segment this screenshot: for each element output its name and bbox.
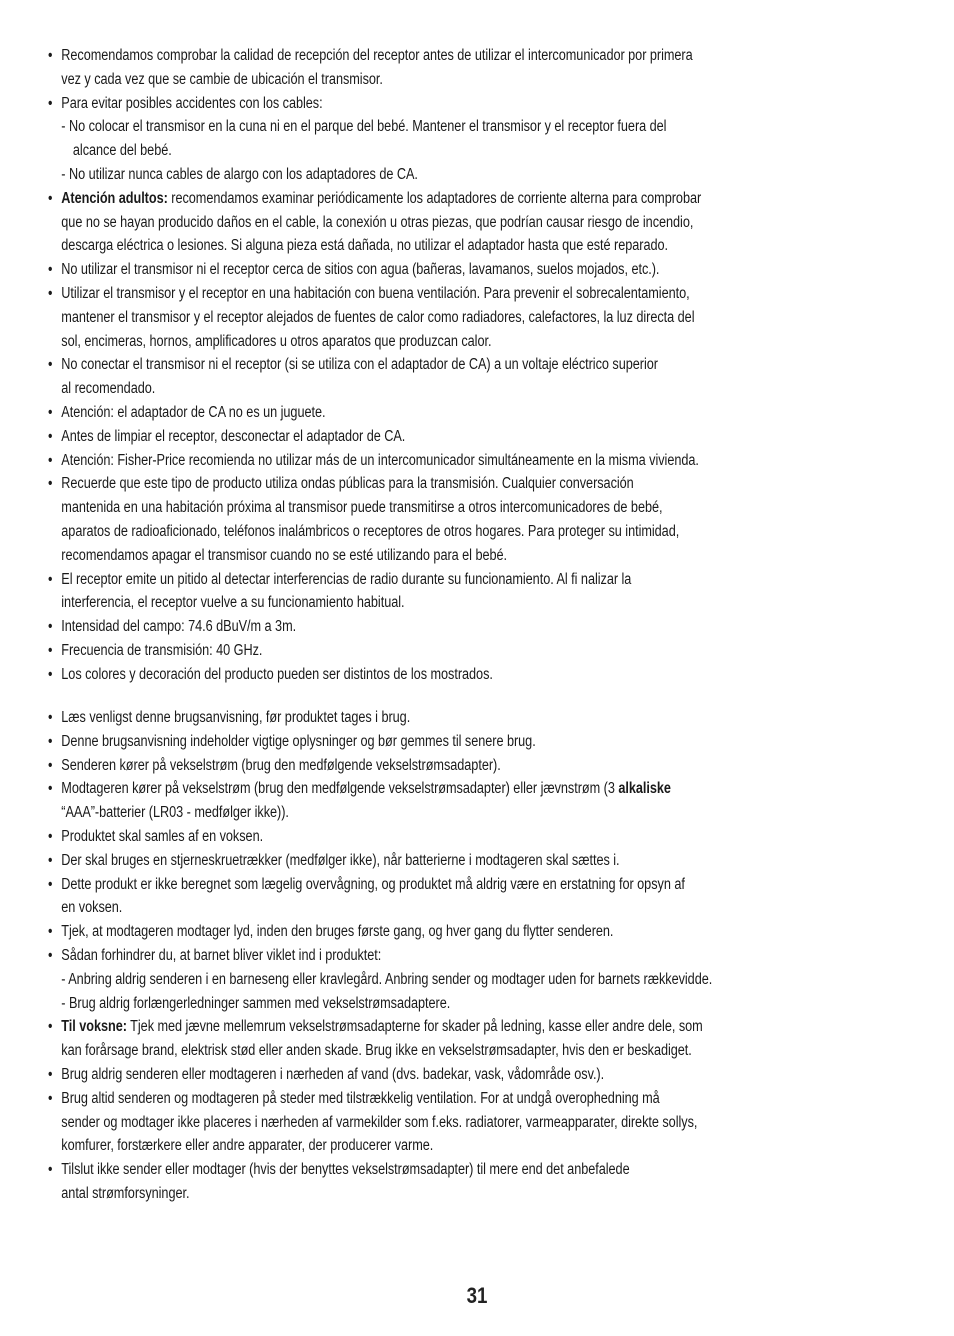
text-line [48,520,770,544]
line-text: Atención: el adaptador de CA no es un juguete. [61,403,326,421]
bullet-item [48,944,770,968]
line-text: Læs venligst denne brugsanvisning, før produktet tages i brug. [61,709,411,726]
line-text: Tjek, at modtageren modtager lyd, inden den bruges første gang, og hver gang du flytter senderen. [61,923,614,941]
bullet-item [48,663,770,687]
line-text: - No utilizar nunca cables de alargo con los adaptadores de CA. [61,165,418,183]
text-line [48,330,770,354]
line-text: Der skal bruges en stjerneskruetrækker (medfølger ikke), når batterierne i modtageren skal sættes i. [61,851,620,869]
line-text: alcance del bebé. [72,142,172,160]
bullet-marker: • [48,827,53,845]
line-text: Senderen kører på vekselstrøm (brug den medfølgende vekselstrømsadapter). [61,756,501,774]
bold-label: Atención adultos: [61,189,168,207]
line-text: mantenida en una habitación próxima al transmisor puede transmitirse a otros intercomunicadores de bebé, [61,499,663,517]
bullet-marker: • [48,641,53,659]
bullet-marker: • [48,618,53,636]
text-line [48,801,770,825]
bullet-marker: • [48,47,53,64]
bullet-item [48,353,770,377]
line-text: Antes de limpiar el receptor, desconectar el adaptador de CA. [61,427,406,445]
bullet-marker: • [48,732,53,750]
bullet-marker: • [48,780,53,798]
bullet-item [48,1063,770,1087]
line-text: Denne brugsanvisning indeholder vigtige oplysninger og bør gemmes til senere brug. [61,732,536,750]
text-line [48,1111,770,1135]
text-line [48,68,770,92]
bullet-item [48,920,770,944]
bullet-marker: • [48,189,53,207]
text-line [48,234,770,258]
line-text: mantener el transmisor y el receptor alejados de fuentes de calor como radiadores, calefactores, la luz directa del [61,308,695,326]
bullet-item [48,568,770,592]
line-text: komfurer, forstærkere eller andre apparater, der producerer varme. [61,1137,434,1155]
bullet-item [48,187,770,211]
line-text: “AAA”-batterier (LR03 - medfølger ikke)). [61,804,289,822]
bullet-item [48,849,770,873]
text-line [48,377,770,401]
bullet-item [48,44,770,68]
line-text: antal strømforsyninger. [61,1184,190,1202]
bullet-marker: • [48,1161,53,1179]
bullet-marker: • [48,1089,53,1107]
text-line [48,496,770,520]
line-text: al recomendado. [61,380,156,398]
line-text: Tjek med jævne mellemrum vekselstrømsadapterne for skader på ledning, kasse eller andre dele, som [126,1018,703,1036]
bullet-item [48,873,770,897]
bullet-item [48,472,770,496]
bullet-marker: • [48,665,53,683]
bullet-marker: • [48,1065,53,1083]
line-text: Tilslut ikke sender eller modtager (hvis der benyttes vekselstrømsadapter) til mere end det anbefalede [61,1161,630,1179]
bullet-item [48,639,770,663]
bullet-marker: • [48,356,53,374]
text-line [48,896,770,920]
spanish-safety-section [48,44,918,687]
line-text: sender og modtager ikke placeres i nærheden af varmekilder som f.eks. radiatorer, varmeapparater, direkte sollys, [61,1113,698,1131]
bullet-item [48,825,770,849]
line-text: No conectar el transmisor ni el receptor (si se utiliza con el adaptador de CA) a un voltaje eléctrico superior [61,356,658,374]
bullet-item [48,777,770,801]
line-text: Para evitar posibles accidentes con los cables: [61,94,323,112]
line-text: Intensidad del campo: 74.6 dBuV/m a 3m. [61,618,297,636]
bullet-marker: • [48,875,53,893]
bullet-marker: • [48,570,53,588]
line-text: Modtageren kører på vekselstrøm (brug den medfølgende vekselstrømsadapter) eller jævnstrøm (3 [61,780,619,798]
bullet-marker: • [48,451,53,469]
line-text: No utilizar el transmisor ni el receptor cerca de sitios con agua (bañeras, lavamanos, suelos mojados, etc.). [61,261,660,279]
text-line [48,591,770,615]
bullet-marker: • [48,475,53,493]
line-text: Recuerde que este tipo de producto utiliza ondas públicas para la transmisión. Cualquier conversación [61,475,634,493]
page-number: 31 [466,1283,488,1308]
text-line [48,1182,770,1206]
line-text: - No colocar el transmisor en la cuna ni en el parque del bebé. Mantener el transmisor y el receptor fuera del [61,118,667,136]
text-line [48,115,770,139]
line-text: Utilizar el transmisor y el receptor en una habitación con buena ventilación. Para prevenir el sobrecalentamiento, [61,284,690,302]
bullet-item [48,730,770,754]
bullet-item [48,1087,770,1111]
line-text: vez y cada vez que se cambie de ubicación el transmisor. [61,70,383,88]
text-line [48,306,770,330]
bullet-marker: • [48,427,53,445]
bullet-item [48,615,770,639]
bold-word: alkaliske [618,780,671,798]
line-text: Brug altid senderen og modtageren på steder med tilstrækkelig ventilation. For at undgå overophedning må [61,1089,660,1107]
bullet-item [48,449,770,473]
line-text: en voksen. [61,899,123,917]
bullet-item [48,1158,770,1182]
bullet-marker: • [48,709,53,726]
line-text: Los colores y decoración del producto pueden ser distintos de los mostrados. [61,665,493,683]
line-text: Frecuencia de transmisión: 40 GHz. [61,641,263,659]
bullet-marker: • [48,851,53,869]
bullet-marker: • [48,94,53,112]
line-text: - Brug aldrig forlængerledninger sammen med vekselstrømsadaptere. [61,994,451,1012]
line-text: Sådan forhindrer du, at barnet bliver viklet ind i produktet: [61,946,382,964]
line-text: El receptor emite un pitido al detectar interferencias de radio durante su funcionamiento. Al fi nalizar la [61,570,632,588]
bullet-marker: • [48,403,53,421]
line-text: aparatos de radioaficionado, teléfonos inalámbricos o receptores de otros hogares. Para proteger su intimidad, [61,522,680,540]
bullet-item [48,92,770,116]
text-line [48,544,770,568]
line-text: recomendamos examinar periódicamente los adaptadores de corriente alterna para comprobar [167,189,702,207]
line-text: - Anbring aldrig senderen i en barneseng eller kravlegård. Anbring sender og modtager uden for barnets rækkevidde. [61,970,713,988]
line-text: sol, encimeras, hornos, amplificadores u otros aparatos que produzcan calor. [61,332,492,350]
text-line [48,211,770,235]
text-line [48,1134,770,1158]
text-line [48,163,770,187]
line-text: kan forårsage brand, elektrisk stød eller anden skade. Brug ikke en vekselstrømsadapter, hvis den er beskadiget. [61,1042,692,1060]
bullet-item [48,1015,770,1039]
text-line [48,139,770,163]
line-text: Dette produkt er ikke beregnet som lægelig overvågning, og produktet må aldrig være en erstatning for opsyn af [61,875,685,893]
bullet-item [48,706,770,730]
bullet-marker: • [48,1018,53,1036]
line-text: interferencia, el receptor vuelve a su funcionamiento habitual. [61,594,405,612]
bullet-marker: • [48,946,53,964]
bullet-marker: • [48,284,53,302]
line-text: descarga eléctrica o lesiones. Si alguna pieza está dañada, no utilizar el adaptador hasta que esté reparado. [61,237,669,255]
danish-safety-section [48,706,918,1206]
bullet-item [48,401,770,425]
text-line [48,968,770,992]
line-text: recomendamos apagar el transmisor cuando no se esté utilizando para el bebé. [61,546,508,564]
bullet-marker: • [48,261,53,279]
bullet-item [48,425,770,449]
text-line [48,1039,770,1063]
bullet-marker: • [48,923,53,941]
line-text: Atención: Fisher-Price recomienda no utilizar más de un intercomunicador simultáneamente en la misma vivienda. [61,451,699,469]
line-text: Produktet skal samles af en voksen. [61,827,264,845]
bold-label: Til voksne: [61,1018,127,1036]
bullet-item [48,258,770,282]
line-text: que no se hayan producido daños en el cable, la conexión u otras piezas, que podrían causar riesgo de incendio, [61,213,694,231]
bullet-marker: • [48,756,53,774]
text-line [48,992,770,1016]
line-text: Recomendamos comprobar la calidad de recepción del receptor antes de utilizar el intercomunicador por primera [61,47,693,64]
bullet-item [48,282,770,306]
bullet-item [48,754,770,778]
line-text: Brug aldrig senderen eller modtageren i nærheden af vand (dvs. badekar, vask, vådområde osv.). [61,1065,605,1083]
